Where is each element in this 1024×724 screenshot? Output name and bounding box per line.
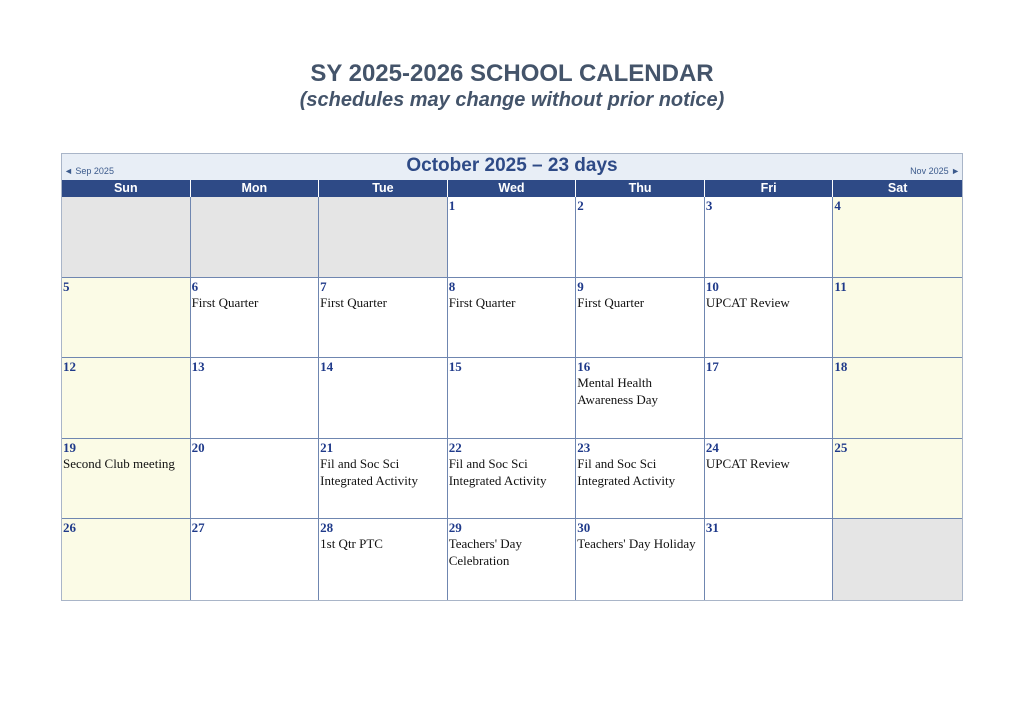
day-number: 2 <box>577 198 584 213</box>
calendar-day-cell[interactable] <box>833 358 962 439</box>
calendar-empty-cell <box>833 519 962 600</box>
calendar-day-cell[interactable] <box>319 439 448 520</box>
day-number: 15 <box>448 359 462 375</box>
calendar-day-cell[interactable] <box>191 519 320 600</box>
calendar-day-cell[interactable] <box>319 278 448 359</box>
day-event: First Quarter <box>577 294 645 310</box>
calendar-grid <box>62 197 962 600</box>
calendar-day-cell[interactable] <box>319 519 448 600</box>
calendar-day-cell[interactable] <box>576 278 705 359</box>
calendar-day-cell[interactable] <box>62 358 191 439</box>
calendar-day-cell[interactable] <box>448 358 577 439</box>
month-calendar <box>61 153 963 601</box>
page-subtitle: (schedules may change without prior notice) <box>299 89 725 111</box>
day-number: 4 <box>834 198 841 213</box>
weekday-label-thu: Thu <box>576 180 705 197</box>
calendar-day-cell[interactable] <box>62 439 191 520</box>
day-number: 7 <box>320 278 327 294</box>
day-number: 13 <box>191 359 205 375</box>
calendar-day-cell[interactable] <box>191 439 320 520</box>
calendar-day-cell[interactable] <box>448 439 577 520</box>
day-number: 8 <box>448 278 456 294</box>
day-number: 16 <box>577 359 591 375</box>
day-number: 27 <box>191 520 205 536</box>
calendar-day-cell[interactable] <box>705 519 834 600</box>
day-event: UPCAT Review <box>705 294 790 310</box>
calendar-header <box>62 154 962 180</box>
month-title: October 2025 – 23 days <box>406 155 618 176</box>
calendar-day-cell[interactable] <box>62 278 191 359</box>
calendar-day-cell[interactable] <box>448 197 577 278</box>
calendar-day-cell[interactable] <box>191 358 320 439</box>
day-event: First Quarter <box>191 294 259 310</box>
day-event: Fil and Soc Sci Integrated Activity <box>320 455 418 488</box>
prev-month-link[interactable]: ◄ Sep 2025 <box>64 166 114 176</box>
day-number: 31 <box>705 520 719 536</box>
day-number: 6 <box>191 278 199 294</box>
weekday-label-sun: Sun <box>62 180 191 197</box>
calendar-empty-cell <box>319 197 448 278</box>
day-event: Second Club meeting <box>63 455 175 471</box>
weekday-label-tue: Tue <box>319 180 448 197</box>
calendar-day-cell[interactable] <box>576 439 705 520</box>
weekday-header-row <box>62 180 962 197</box>
day-number: 20 <box>191 439 205 455</box>
day-number: 26 <box>63 520 76 536</box>
day-number: 11 <box>834 278 847 294</box>
calendar-day-cell[interactable] <box>448 278 577 359</box>
calendar-day-cell[interactable] <box>705 197 834 278</box>
day-event: Teachers' Day Celebration <box>448 536 522 569</box>
calendar-day-cell[interactable] <box>576 197 705 278</box>
day-number: 12 <box>63 359 76 375</box>
day-number: 17 <box>705 359 719 375</box>
day-number: 9 <box>577 278 584 294</box>
calendar-day-cell[interactable] <box>576 358 705 439</box>
day-number: 19 <box>63 439 76 455</box>
calendar-day-cell[interactable] <box>448 519 577 600</box>
day-event: Teachers' Day Holiday <box>577 536 696 552</box>
calendar-day-cell[interactable] <box>705 439 834 520</box>
next-month-link[interactable]: Nov 2025 ► <box>910 166 960 176</box>
day-number: 22 <box>448 439 462 455</box>
weekday-label-sat: Sat <box>833 180 962 197</box>
day-number: 10 <box>705 278 719 294</box>
calendar-empty-cell <box>191 197 320 278</box>
calendar-day-cell[interactable] <box>576 519 705 600</box>
day-number: 25 <box>834 439 848 455</box>
calendar-day-cell[interactable] <box>833 439 962 520</box>
weekday-label-mon: Mon <box>191 180 320 197</box>
day-event: 1st Qtr PTC <box>320 536 383 552</box>
calendar-day-cell[interactable] <box>705 278 834 359</box>
day-event: Fil and Soc Sci Integrated Activity <box>577 455 676 488</box>
day-number: 3 <box>705 198 713 213</box>
day-number: 28 <box>320 520 334 536</box>
day-number: 21 <box>320 439 334 455</box>
day-number: 14 <box>320 359 334 375</box>
calendar-day-cell[interactable] <box>62 519 191 600</box>
calendar-day-cell[interactable] <box>833 197 962 278</box>
day-number: 5 <box>63 278 70 294</box>
day-number: 1 <box>448 198 456 213</box>
day-event: First Quarter <box>448 294 516 310</box>
day-number: 29 <box>448 520 462 536</box>
weekday-label-fri: Fri <box>705 180 834 197</box>
day-event: Fil and Soc Sci Integrated Activity <box>448 455 547 488</box>
weekday-label-wed: Wed <box>448 180 577 197</box>
day-number: 18 <box>834 359 848 375</box>
page-title: SY 2025-2026 SCHOOL CALENDAR <box>310 60 714 87</box>
calendar-empty-cell <box>62 197 191 278</box>
day-number: 30 <box>577 520 591 536</box>
day-number: 23 <box>577 439 591 455</box>
day-event: Mental Health Awareness Day <box>577 375 659 408</box>
day-number: 24 <box>705 439 719 455</box>
calendar-day-cell[interactable] <box>705 358 834 439</box>
calendar-day-cell[interactable] <box>833 278 962 359</box>
day-event: UPCAT Review <box>705 455 790 471</box>
calendar-day-cell[interactable] <box>191 278 320 359</box>
day-event: First Quarter <box>320 294 387 310</box>
calendar-day-cell[interactable] <box>319 358 448 439</box>
